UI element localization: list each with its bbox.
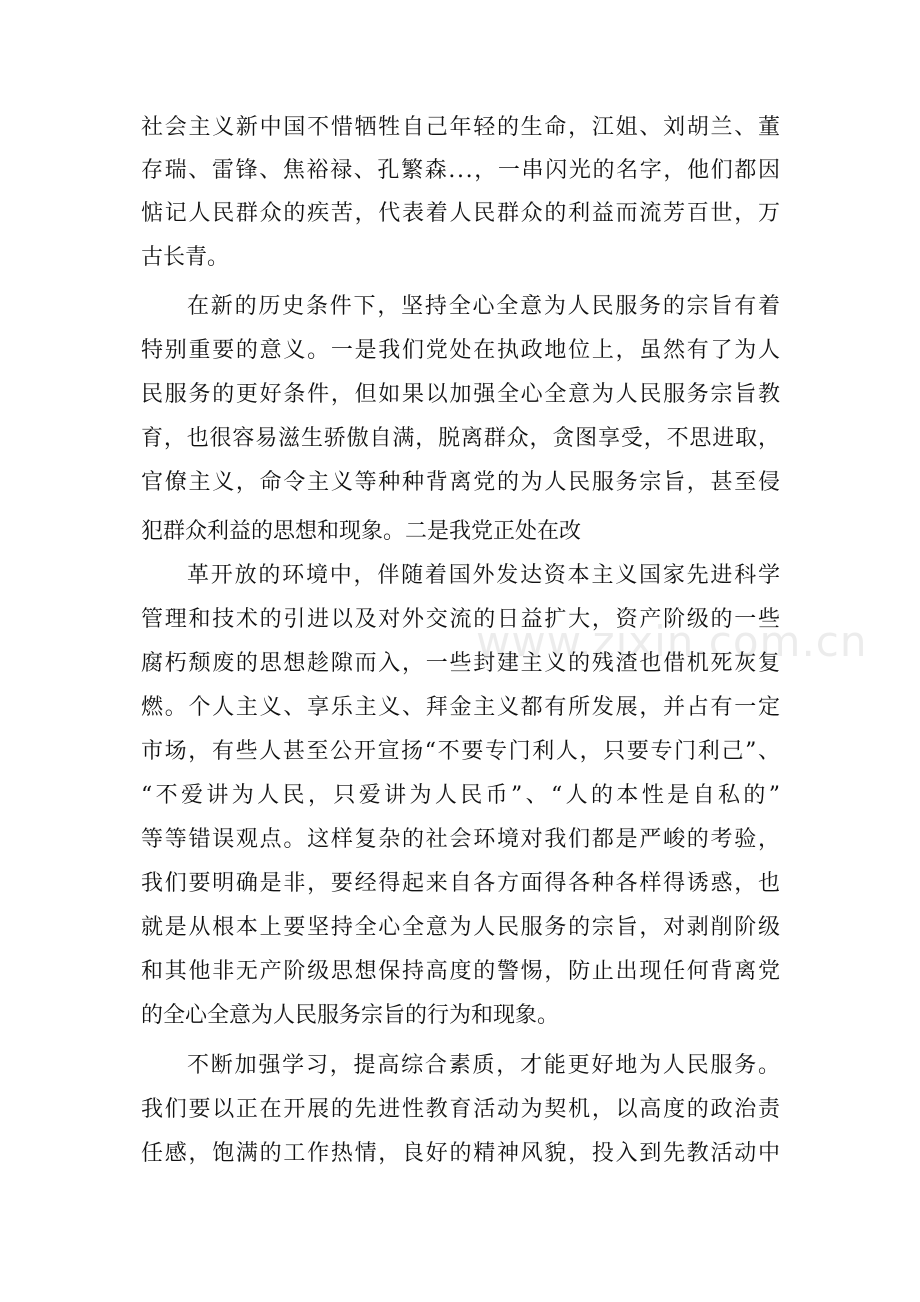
- text-line: 和其他非无产阶级思想保持高度的警惕，防止出现任何背离党: [141, 959, 782, 984]
- text-line: 市场，有些人甚至公开宣扬“不要专门利人，只要专门利己”、: [141, 739, 782, 764]
- text-line: 犯群众利益的思想和现象。二是我党正处在改: [141, 519, 582, 544]
- text-line: 就是从根本上要坚持全心全意为人民服务的宗旨，对剥削阶级: [141, 915, 782, 940]
- text-line: 民服务的更好条件，但如果以加强全心全意为人民服务宗旨教: [141, 382, 782, 407]
- text-line: 我们要以正在开展的先进性教育活动为契机，以高度的政治责: [141, 1097, 782, 1122]
- text-line: 社会主义新中国不惜牺牲自己年轻的生命，江姐、刘胡兰、董: [141, 115, 782, 140]
- paragraph-first-line: 革开放的环境中，伴随着国外发达资本主义国家先进科学: [187, 563, 782, 588]
- text-line: 任感，饱满的工作热情，良好的精神风貌，投入到先教活动中: [141, 1141, 782, 1166]
- text-line: 古长青。: [141, 245, 230, 270]
- paragraph-first-line: 不断加强学习，提高综合素质，才能更好地为人民服务。: [187, 1053, 782, 1078]
- text-line: 燃。个人主义、享乐主义、拜金主义都有所发展，并占有一定: [141, 695, 782, 720]
- text-line: 我们要明确是非，要经得起来自各方面得各种各样得诱惑，也: [141, 871, 782, 896]
- text-line: 特别重要的意义。一是我们党处在执政地位上，虽然有了为人: [141, 338, 782, 363]
- text-line: “不爱讲为人民，只爱讲为人民币”、“人的本性是自私的”: [141, 783, 784, 808]
- text-line: 的全心全意为人民服务宗旨的行为和现象。: [141, 1003, 560, 1028]
- text-line: 育，也很容易滋生骄傲自满，脱离群众，贪图享受，不思进取，: [141, 426, 781, 451]
- text-line: 存瑞、雷锋、焦裕禄、孔繁森...，一串闪光的名字，他们都因: [141, 158, 782, 183]
- text-line: 等等错误观点。这样复杂的社会环境对我们都是严峻的考验，: [141, 827, 782, 852]
- text-line: 腐朽颓废的思想趁隙而入，一些封建主义的残渣也借机死灰复: [141, 651, 782, 676]
- text-line: 惦记人民群众的疾苦，代表着人民群众的利益而流芳百世，万: [141, 201, 782, 226]
- paragraph-first-line: 在新的历史条件下，坚持全心全意为人民服务的宗旨有着: [187, 294, 782, 319]
- watermark: www.zixin.com.cn: [476, 617, 868, 666]
- text-line: 官僚主义，命令主义等种种背离党的为人民服务宗旨，甚至侵: [141, 470, 782, 495]
- text-line: 管理和技术的引进以及对外交流的日益扩大，资产阶级的一些: [141, 607, 782, 632]
